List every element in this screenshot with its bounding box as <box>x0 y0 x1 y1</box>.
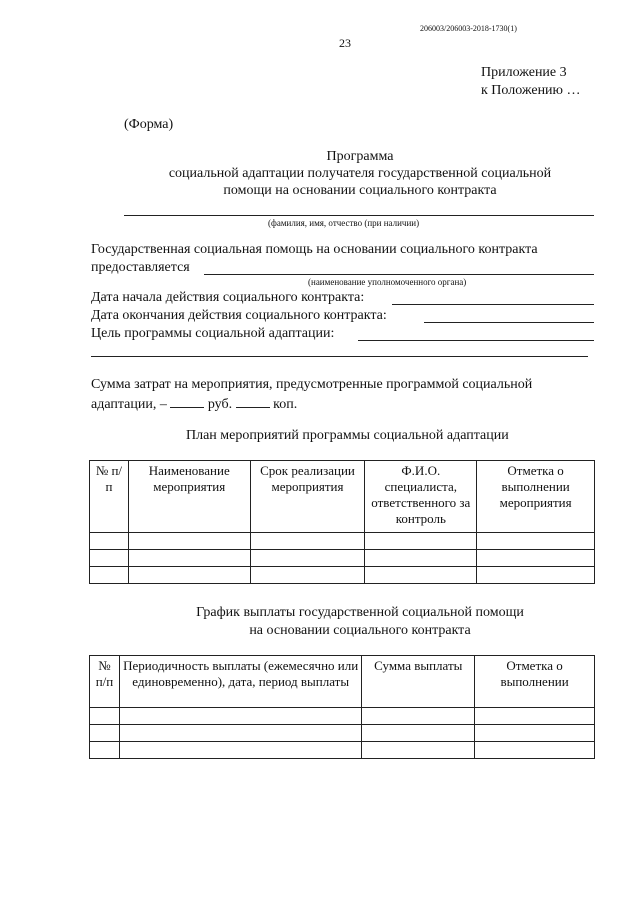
document-number: 206003/206003-2018-1730(1) <box>420 24 517 33</box>
table-cell[interactable] <box>365 533 477 550</box>
plan-header-name: Наименование мероприятия <box>128 461 250 533</box>
title-line-3: помощи на основании социального контракта <box>223 183 497 198</box>
table-cell[interactable] <box>90 567 129 584</box>
table-cell[interactable] <box>119 742 361 759</box>
plan-title: План мероприятий программы социальной адаптации <box>186 428 509 443</box>
plan-table <box>89 460 595 584</box>
plan-header-term: Срок реализации мероприятия <box>250 461 365 533</box>
rub-field[interactable] <box>170 395 204 408</box>
authority-field-line[interactable] <box>204 274 594 275</box>
table-cell[interactable] <box>128 550 250 567</box>
table-row <box>90 533 595 550</box>
end-date-field-line[interactable] <box>424 322 594 323</box>
assistance-text-line-2: предоставляется <box>91 260 190 275</box>
goal-field-line-2[interactable] <box>91 356 588 357</box>
table-cell[interactable] <box>475 725 595 742</box>
table-cell[interactable] <box>128 533 250 550</box>
start-date-label: Дата начала действия социального контракта: <box>91 290 365 305</box>
table-cell[interactable] <box>477 533 595 550</box>
schedule-header-row <box>90 656 595 708</box>
table-row <box>90 567 595 584</box>
goal-field-line[interactable] <box>358 340 594 341</box>
end-date-label: Дата окончания действия социального контракта: <box>91 308 387 323</box>
plan-header-responsible: Ф.И.О. специалиста, ответственного за контроль <box>365 461 477 533</box>
schedule-header-number: № п/п <box>90 656 120 708</box>
page-number: 23 <box>339 36 351 50</box>
table-row <box>90 708 595 725</box>
table-cell[interactable] <box>477 567 595 584</box>
cost-prefix: адаптации, – <box>91 397 167 412</box>
schedule-title-line-1: График выплаты государственной социальной помощи <box>196 605 524 620</box>
title-line-1: Программа <box>326 149 394 164</box>
table-cell[interactable] <box>119 708 361 725</box>
name-caption: (фамилия, имя, отчество (при наличии) <box>268 218 420 228</box>
title-line-2: социальной адаптации получателя государственной социальной <box>168 166 552 181</box>
table-row <box>90 742 595 759</box>
table-cell[interactable] <box>90 533 129 550</box>
kop-field[interactable] <box>236 395 270 408</box>
appendix-line-1: Приложение 3 <box>481 65 567 80</box>
table-cell[interactable] <box>90 708 120 725</box>
table-cell[interactable] <box>475 708 595 725</box>
form-label: (Форма) <box>124 117 174 132</box>
kop-label: коп. <box>273 397 298 412</box>
assistance-text-line-1: Государственная социальная помощь на основании социального контракта <box>91 242 538 257</box>
start-date-field-line[interactable] <box>392 304 594 305</box>
authority-caption: (наименование уполномоченного органа) <box>308 277 467 287</box>
plan-header-status: Отметка о выполнении мероприятия <box>477 461 595 533</box>
table-cell[interactable] <box>250 550 365 567</box>
schedule-header-periodicity: Периодичность выплаты (ежемесячно или единовременно), дата, период выплаты <box>119 656 361 708</box>
table-cell[interactable] <box>90 742 120 759</box>
table-cell[interactable] <box>90 550 129 567</box>
appendix-line-2: к Положению … <box>481 83 581 98</box>
table-cell[interactable] <box>365 550 477 567</box>
plan-header-row <box>90 461 595 533</box>
schedule-header-status: Отметка о выполнении <box>475 656 595 708</box>
table-cell[interactable] <box>475 742 595 759</box>
document-title <box>100 148 620 199</box>
goal-label: Цель программы социальной адаптации: <box>91 326 335 341</box>
table-cell[interactable] <box>119 725 361 742</box>
table-cell[interactable] <box>250 533 365 550</box>
table-cell[interactable] <box>362 725 475 742</box>
table-cell[interactable] <box>90 725 120 742</box>
table-cell[interactable] <box>362 742 475 759</box>
name-field-line[interactable] <box>124 215 594 216</box>
table-cell[interactable] <box>365 567 477 584</box>
cost-text-line-1: Сумма затрат на мероприятия, предусмотренные программой социальной <box>91 377 533 392</box>
table-cell[interactable] <box>250 567 365 584</box>
table-cell[interactable] <box>128 567 250 584</box>
plan-header-number: № п/п <box>90 461 129 533</box>
schedule-header-amount: Сумма выплаты <box>362 656 475 708</box>
table-cell[interactable] <box>477 550 595 567</box>
table-row <box>90 725 595 742</box>
table-row <box>90 550 595 567</box>
schedule-table <box>89 655 595 759</box>
schedule-title <box>120 604 600 640</box>
rub-label: руб. <box>207 397 233 412</box>
table-cell[interactable] <box>362 708 475 725</box>
appendix-note <box>481 64 581 100</box>
schedule-title-line-2: на основании социального контракта <box>249 623 471 638</box>
cost-text-line-2 <box>91 395 297 413</box>
